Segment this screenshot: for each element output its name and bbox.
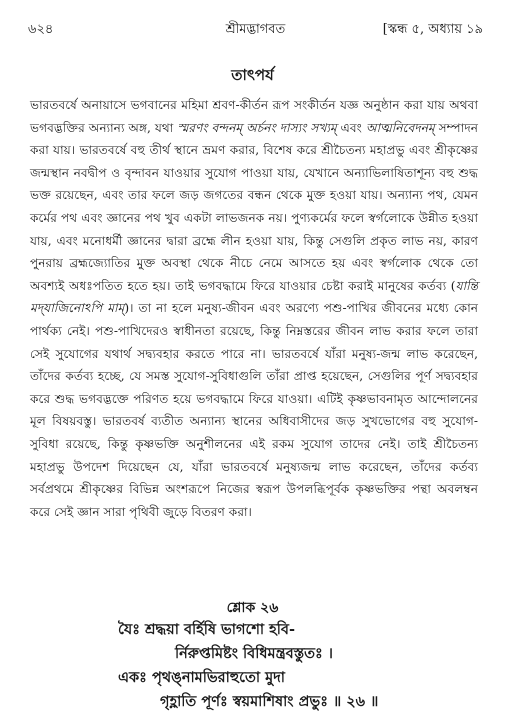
verse-line-3: একঃ পৃথঙ্‌নামভিরাহুতো মুদা <box>118 669 285 686</box>
verse-line-2: র্নিরুপ্তমিষ্টং বিধিমন্ত্রবস্তুতঃ । <box>175 645 333 662</box>
book-title: শ্রীমদ্ভাগবত <box>225 22 286 37</box>
verse-heading: শ্লোক ২৬ <box>226 600 279 616</box>
purport-italic-1: স্মরণং বন্দনম্ অর্চনং দাস্যং সখ্যম্ <box>177 120 337 135</box>
purport-paragraph <box>30 94 478 523</box>
verse-line-1: যৈঃ শ্রদ্ধয়া বর্হিষি ভাগশো হবি- <box>118 621 296 638</box>
purport-text-2: এবং <box>336 120 366 135</box>
purport-title: তাৎপর্য <box>231 66 274 84</box>
verse-line-4: গৃহ্ণাতি পূর্ণঃ স্বয়মাশিষাং প্রভুঃ ॥ ২৬ ॥ <box>160 693 379 710</box>
purport-text-4: )। তা না হলে মনুষ্য-জীবন এবং অরণ্যে পশু-পাখির জীবনের মধ্যে কোন পার্থক্য নেই। পশু-পাখিদেরও স্বাধীনতা রয়েছে, কিন্তু নিম্নস্তরের জীবন লাভ করার ফলে তারা সেই সুযোগের যথার্থ সদ্ব্যবহার করতে পারে না। ভারতবর্ষে যাঁরা মনুষ্য-জন্ম লাভ করেছেন, তাঁদের কর্তব্য হচ্ছে, যে সমস্ত সুযোগ-সুবিধাগুলি তাঁরা প্রাপ্ত হয়েছেন, সেগুলির পূর্ণ সদ্ব্যবহার করে শুদ্ধ ভগবদ্ভক্তে পরিণত হয়ে ভগবদ্ধামে ফিরে যাওয়া। এটিই কৃষ্ণভাবনামৃত আন্দোলনের মূল বিষয়বস্তু। ভারতবর্ষ ব্যতীত অন্যান্য স্থানের অধিবাসীদের জড় সুখভোগের বহু সুযোগ-সুবিধা রয়েছে, কিন্তু কৃষ্ণভক্তি অনুশীলনের এই রকম সুযোগ তাদের নেই। তাই শ্রীচৈতন্য মহাপ্রভু উপদেশ দিয়েছেন যে, যাঁরা ভারতবর্ষে মনুষ্যজন্ম লাভ করেছেন, তাঁদের কর্তব্য সর্বপ্রথমে শ্রীকৃষ্ণের বিভিন্ন অংশরূপে নিজের স্বরূপ উপলব্ধিপূর্বক কৃষ্ণভক্তির পন্থা অবলম্বন করে সেই জ্ঞান সারা পৃথিবী জুড়ে বিতরণ করা। <box>30 301 479 519</box>
purport-text-1: ভারতবর্ষে অনায়াসে ভগবানের মহিমা শ্রবণ-কীর্তন রূপ সংকীর্তন যজ্ঞ অনুষ্ঠান করা যায় অথবা ভগবদ্ভক্তির অন্যান্য অঙ্গ, যথা <box>30 98 478 135</box>
purport-italic-3: যান্তি মদ্‌যাজিনোঽপি মাম্ <box>30 278 478 316</box>
purport-text-3: সম্পাদন করা যায়। ভারতবর্ষে বহু তীর্থ স্থানে ভ্রমণ করার, বিশেষ করে শ্রীচৈতন্য মহাপ্রভু এবং শ্রীকৃষ্ণের জন্মস্থান নবদ্বীপ ও বৃন্দাবন যাওয়ার সুযোগ পাওয়া যায়, যেখানে অন্যাভিলাষিতাশূন্য বহু শুদ্ধ ভক্ত রয়েছেন, এবং তার ফলে জড় জগতের বন্ধন থেকে মুক্ত হওয়া যায়। অন্যান্য পথ, যেমন কর্মের পথ এবং জ্ঞানের পথ খুব একটা লাভজনক নয়। পুণ্যকর্মের ফলে স্বর্গলোকে উন্নীত হওয়া যায়, এবং মনোধর্মী জ্ঞানের দ্বারা ব্রহ্মে লীন হওয়া যায়, কিন্তু সেগুলি প্রকৃত লাভ নয়, কারণ পুনরায় ব্রহ্মজ্যোতির মুক্ত অবস্থা থেকে নীচে নেমে আসতে হয় এবং স্বর্গলোক থেকে তো অবশ্যই অধঃপতিত হতে হয়। তাই ভগবদ্ধামে ফিরে যাওয়ার চেষ্টা করাই মানুষের কর্তব্য ( <box>30 120 478 293</box>
page-number: ৬২৪ <box>28 22 54 37</box>
chapter-reference: [স্কন্ধ ৫, অধ্যায় ১৯ <box>382 22 483 37</box>
page-header <box>28 20 483 42</box>
purport-italic-2: আত্মনিবেদনম্ <box>365 120 435 135</box>
